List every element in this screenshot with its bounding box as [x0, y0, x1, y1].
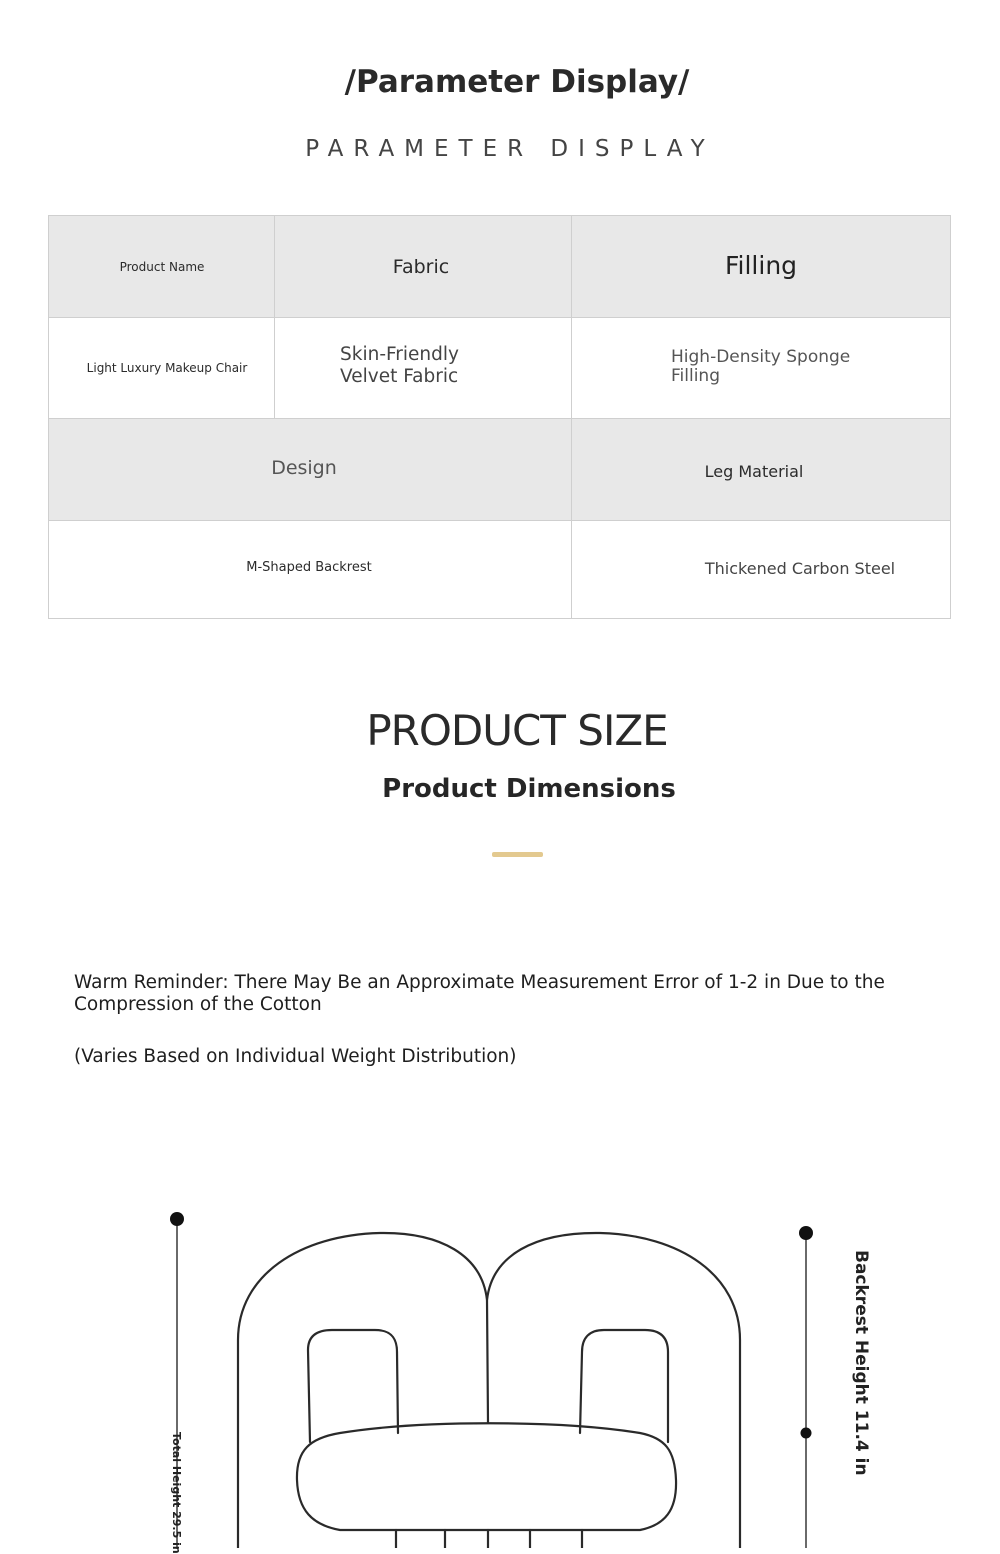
- design-header-cell: [49, 419, 572, 521]
- leg-header: Leg Material: [704, 462, 804, 481]
- total-height-label: Total Height 29.5 in: [170, 1432, 183, 1554]
- filling-header-cell: [572, 216, 950, 318]
- product-size-title: PRODUCT SIZE: [366, 706, 668, 755]
- product-name-value: Light Luxury Makeup Chair: [86, 361, 248, 375]
- filling-header: Filling: [724, 251, 798, 280]
- total-height-top-dot: [170, 1212, 184, 1226]
- product-name-header: Product Name: [119, 260, 205, 274]
- fabric-value-line2: Velvet Fabric: [340, 366, 459, 387]
- product-dimensions-title: Product Dimensions: [382, 774, 676, 804]
- backrest-top-dot: [799, 1226, 813, 1240]
- accent-divider: [492, 852, 543, 857]
- fabric-header: Fabric: [392, 256, 450, 278]
- design-value: M-Shaped Backrest: [246, 560, 372, 575]
- chair-dimension-drawing: [0, 1180, 1000, 1548]
- backrest-height-label: Backrest Height 11.4 in: [851, 1250, 871, 1476]
- fabric-value-line1: Skin-Friendly: [340, 344, 459, 365]
- fabric-value-cell: [275, 318, 572, 419]
- parameter-table: [48, 215, 951, 619]
- backrest-outline: [238, 1233, 740, 1548]
- filling-value-cell: [572, 318, 950, 419]
- fabric-header-cell: [275, 216, 572, 318]
- leg-header-cell: [572, 419, 950, 521]
- design-header: Design: [271, 457, 337, 479]
- product-name-header-cell: [49, 216, 275, 318]
- center-seam: [487, 1300, 488, 1423]
- right-inner-cushion: [580, 1330, 668, 1442]
- backrest-bottom-dot: [801, 1428, 812, 1439]
- design-value-cell: [49, 521, 572, 618]
- filling-value-line1: High-Density Sponge: [671, 347, 851, 367]
- product-name-value-cell: [49, 318, 275, 419]
- parameter-title: /Parameter Display/: [344, 64, 690, 100]
- weight-distribution-note: (Varies Based on Individual Weight Distribution): [74, 1046, 517, 1067]
- left-inner-cushion: [308, 1330, 398, 1442]
- parameter-subtitle: PARAMETER DISPLAY: [305, 136, 715, 162]
- filling-value-line2: Filling: [671, 366, 720, 386]
- leg-value-cell: [572, 521, 950, 618]
- seat-cushion: [297, 1423, 676, 1530]
- leg-value: Thickened Carbon Steel: [704, 559, 896, 578]
- warm-reminder-text: Warm Reminder: There May Be an Approximate Measurement Error of 1-2 in Due to the Compression of the Cotton: [74, 972, 885, 1015]
